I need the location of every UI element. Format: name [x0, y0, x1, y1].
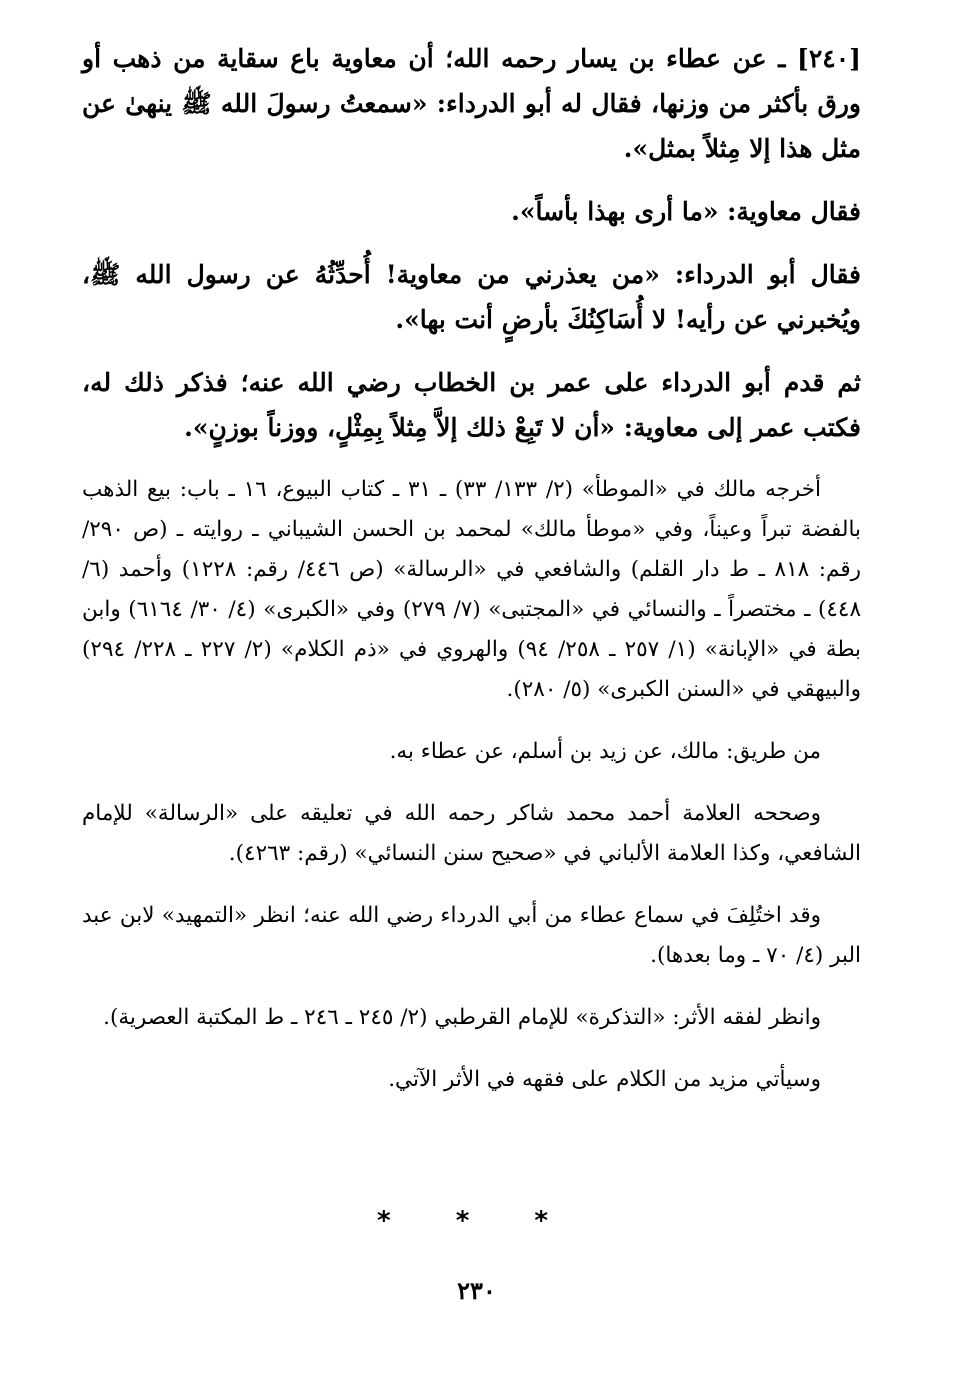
section-separator: * * * — [377, 1206, 576, 1236]
fiqh-note: وانظر لفقه الأثر: «التذكرة» للإمام القرطبي (٢/ ٢٤٥ ـ ٢٤٦ ـ ط المكتبة العصرية). — [103, 1005, 821, 1030]
sayati-note: وسيأتي مزيد من الكلام على فقهه في الأثر الآتي. — [388, 1067, 821, 1092]
page-body — [82, 36, 861, 1122]
tariq-note: من طريق: مالك، عن زيد بن أسلم، عن عطاء به. — [389, 739, 821, 764]
hadith-paragraph-3: فقال أبو الدرداء: «من يعذرني من معاوية! أُحدِّثُهُ عن رسول الله ﷺ، ويُخبرني عن رأيه! لا أُسَاكِنُكَ بأرضٍ أنت بها». — [82, 260, 861, 334]
hadith-paragraph-4: ثم قدم أبو الدرداء على عمر بن الخطاب رضي الله عنه؛ فذكر ذلك له، فكتب عمر إلى معاوية: «أن لا تَبِعْ ذلك إلاَّ مِثلاً بِمِثْلٍ، ووزناً بوزنٍ». — [82, 368, 861, 442]
tashih-note: وصححه العلامة أحمد محمد شاكر رحمه الله في تعليقه على «الرسالة» للإمام الشافعي، وكذا العلامة الألباني في «صحيح سنن النسائي» (رقم: ٤٢٦٣). — [82, 801, 861, 866]
ikhtilaf-note: وقد اختُلِفَ في سماع عطاء من أبي الدرداء رضي الله عنه؛ انظر «التمهيد» لابن عبد البر (٤/ ٧٠ ـ وما بعدها). — [82, 903, 861, 968]
hadith-paragraph-2: فقال معاوية: «ما أرى بهذا بأساً». — [511, 197, 861, 226]
takhrij-note: أخرجه مالك في «الموطأ» (٢/ ١٣٣/ ٣٣) ـ ٣١ ـ كتاب البيوع، ١٦ ـ باب: بيع الذهب بالفضة تبراً وعيناً، وفي «موطأ مالك» لمحمد بن الحسن الشيباني ـ روايته ـ (ص ٢٩٠/ رقم: ٨١٨ ـ ط دار القلم) والشافعي في «الرسالة» (ص ٤٤٦/ رقم: ١٢٢٨) وأحمد (٦/ ٤٤٨) ـ مختصراً ـ والنسائي في «المجتبى» (٧/ ٢٧٩) وفي «الكبرى» (٤/ ٣٠/ ٦١٦٤) وابن بطة في «الإبانة» (١/ ٢٥٧ ـ ٢٥٨/ ٩٤) والهروي في «ذم الكلام» (٢/ ٢٢٧ ـ ٢٢٨/ ٢٩٤) والبيهقي في «السنن الكبرى» (٥/ ٢٨٠). — [82, 477, 862, 702]
hadith-paragraph-1: [٢٤٠] ـ عن عطاء بن يسار رحمه الله؛ أن معاوية باع سقاية من ذهب أو ورق بأكثر من وزنها، فقال له أبو الدرداء: «سمعتُ رسولَ الله ﷺ ينهىٰ عن مثل هذا إلا مِثلاً بمثل». — [82, 44, 861, 163]
page-number: ٢٣٠ — [457, 1276, 496, 1305]
